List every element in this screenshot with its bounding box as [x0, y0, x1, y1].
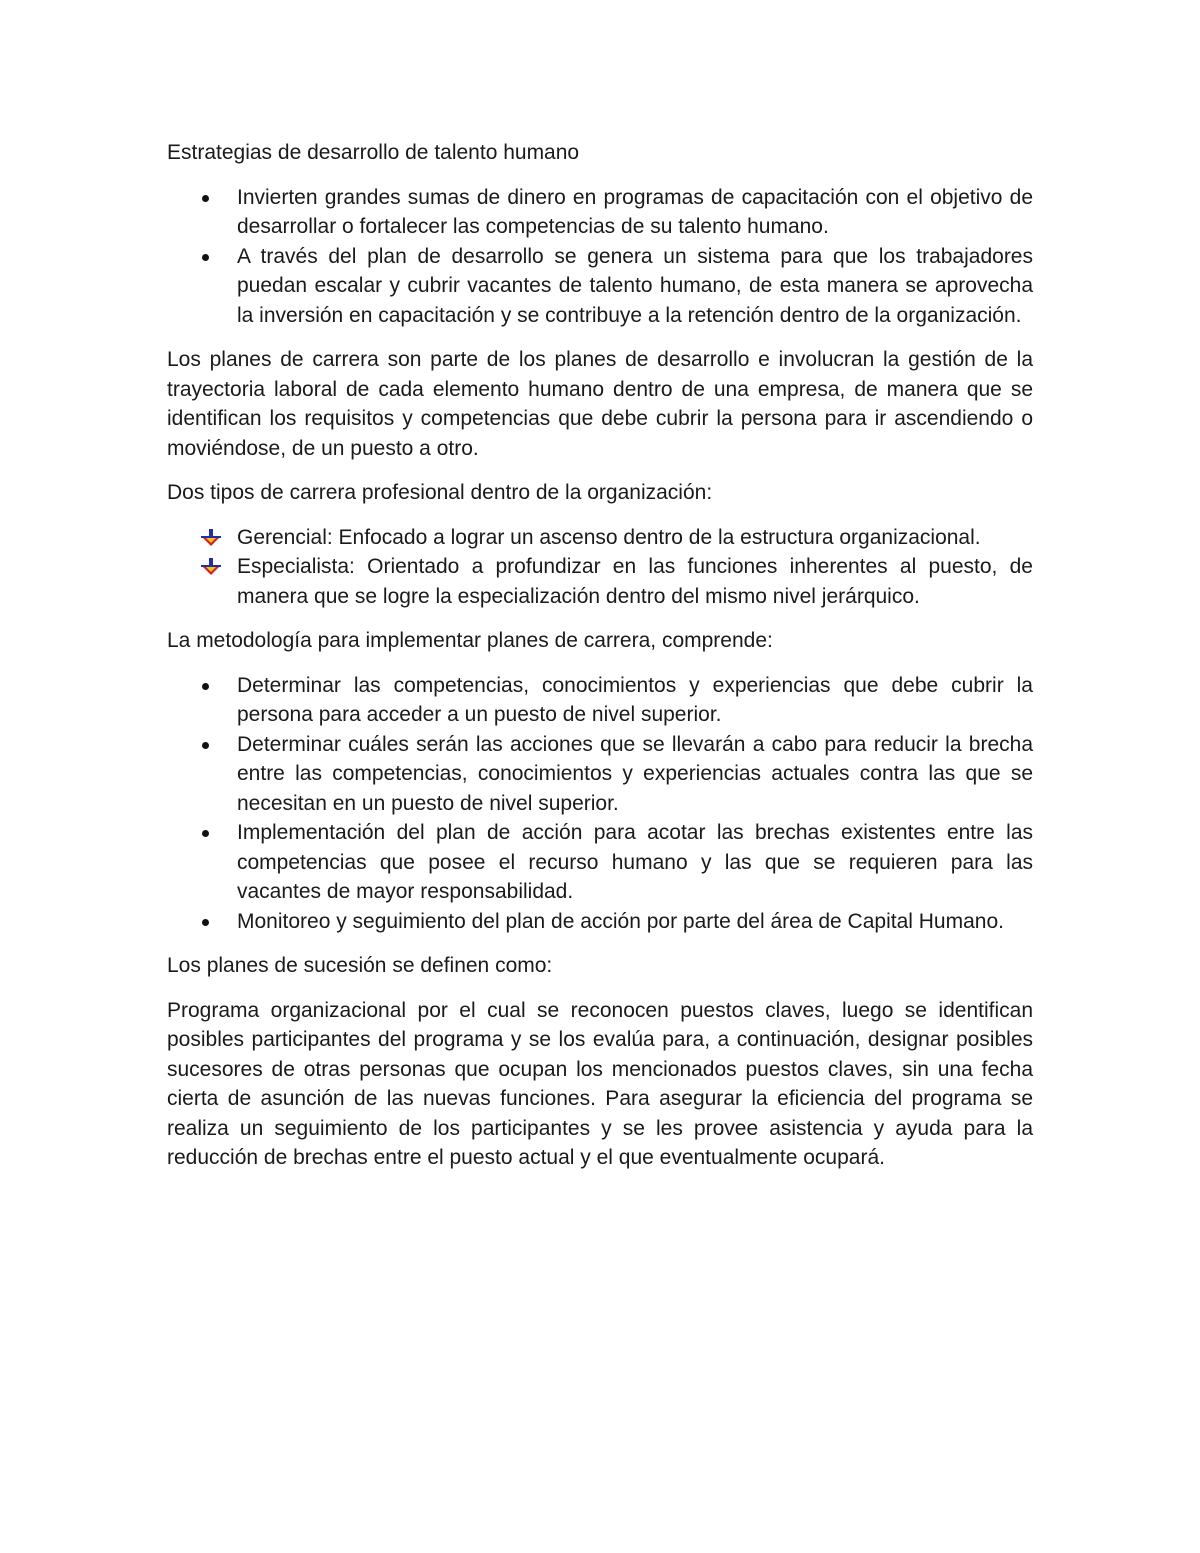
list-item [167, 523, 1033, 553]
strategies-list [167, 183, 1033, 331]
list-item [167, 907, 1033, 937]
bullet-dot-icon [202, 830, 209, 837]
section-heading-strategies: Estrategias de desarrollo de talento humano [167, 141, 580, 164]
list-item-text: Gerencial: Enfocado a lograr un ascenso dentro de la estructura organizacional. [237, 525, 981, 549]
section-heading-career-types: Dos tipos de carrera profesional dentro de la organización: [167, 481, 713, 504]
list-item-text: Determinar las competencias, conocimientos y experiencias que debe cubrir la persona para acceder a un puesto de nivel superior. [237, 673, 1033, 726]
section-heading-methodology: La metodología para implementar planes de carrera, comprende: [167, 629, 773, 652]
document-body [167, 138, 1033, 1188]
list-item-text: Invierten grandes sumas de dinero en programas de capacitación con el objetivo de desarrollar o fortalecer las competencias de su talento humano. [237, 185, 1033, 238]
succession-paragraph: Programa organizacional por el cual se reconocen puestos claves, luego se identifican posibles participantes del programa y se los evalúa para, a continuación, designar posibles sucesores de otras personas que ocupan los mencionados puestos claves, sin una fecha cierta de asunción de las nuevas funciones. Para asegurar la eficiencia del programa se realiza un seguimiento de los participantes y se les provee asistencia y ayuda para la reducción de brechas entre el puesto actual y el que eventualmente ocupará. [167, 998, 1033, 1169]
list-item-text: Determinar cuáles serán las acciones que se llevarán a cabo para reducir la brecha entre las competencias, conocimientos y experiencias actuales contra las que se necesitan en un puesto de nivel superior. [237, 732, 1033, 815]
list-item [167, 730, 1033, 819]
career-types-list [167, 523, 1033, 612]
list-item-text: Monitoreo y seguimiento del plan de acción por parte del área de Capital Humano. [237, 909, 1004, 933]
arrow-down-icon [201, 529, 221, 547]
bullet-dot-icon [202, 195, 209, 202]
list-item [167, 242, 1033, 331]
bullet-dot-icon [202, 254, 209, 261]
bullet-dot-icon [202, 919, 209, 926]
list-item [167, 552, 1033, 611]
list-item-text: A través del plan de desarrollo se genera un sistema para que los trabajadores puedan escalar y cubrir vacantes de talento humano, de esta manera se aprovecha la inversión en capacitación y se contribuye a la retención dentro de la organización. [237, 244, 1033, 327]
bullet-dot-icon [202, 742, 209, 749]
arrow-down-icon [201, 558, 221, 576]
list-item-text: Implementación del plan de acción para acotar las brechas existentes entre las competencias que posee el recurso humano y las que se requieren para las vacantes de mayor responsabilidad. [237, 821, 1033, 903]
list-item-text: Especialista: Orientado a profundizar en las funciones inherentes al puesto, de manera que se logre la especialización dentro del mismo nivel jerárquico. [237, 555, 1033, 608]
list-item [167, 671, 1033, 730]
methodology-list [167, 671, 1033, 937]
bullet-dot-icon [202, 683, 209, 690]
section-heading-succession: Los planes de sucesión se definen como: [167, 954, 553, 977]
list-item [167, 818, 1033, 907]
career-plans-paragraph: Los planes de carrera son parte de los planes de desarrollo e involucran la gestión de la trayectoria laboral de cada elemento humano dentro de una empresa, de manera que se identifican los requisitos y competencias que debe cubrir la persona para ir ascendiendo o moviéndose, de un puesto a otro. [167, 348, 1033, 460]
list-item [167, 183, 1033, 242]
